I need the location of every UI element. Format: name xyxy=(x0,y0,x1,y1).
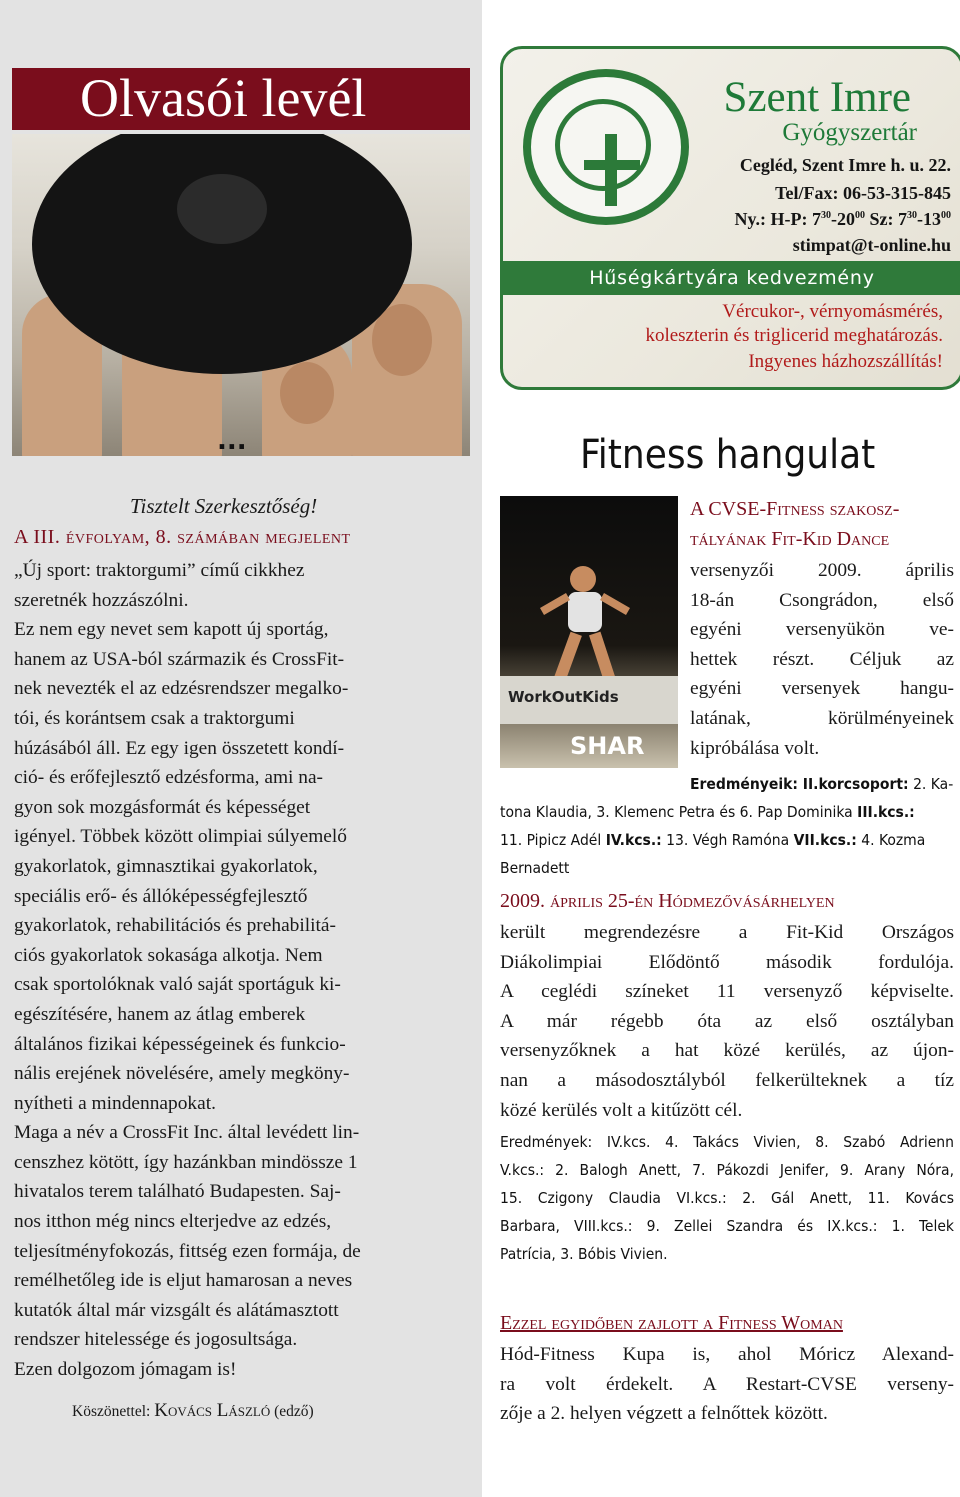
logo-inner-ring xyxy=(555,99,651,191)
letter-line: ciós gyakorlatok sokasága alkotja. Nem xyxy=(14,944,323,966)
service-line: Vércukor-, vérnyomásmérés, xyxy=(722,301,943,322)
service-line: koleszterin és triglicerid meghatározás. xyxy=(645,325,943,346)
letter-line: gyakorlatok, gimnasztikai gyakorlatok, xyxy=(14,855,318,877)
letter-line: húzásából áll. Ez egy igen összetett kondí- xyxy=(14,737,345,759)
sponsor-text: WorkOutKids xyxy=(508,688,619,706)
sponsor-text: SHAR xyxy=(570,732,645,760)
letter-line: csak sportolóknak való saját sportáguk ki- xyxy=(14,974,341,996)
pharmacy-subtitle: Gyógyszertár xyxy=(782,119,917,146)
letter-line: nyítheti a mindennapokat. xyxy=(14,1092,216,1114)
letter-line: rendszer hitelessége és jogosultsága. xyxy=(14,1329,298,1351)
pharmacy-name: Szent Imre xyxy=(723,74,911,121)
letter-line: speciális erő- és állóképességfejlesztő xyxy=(14,885,308,907)
loyalty-text: Hűségkártyára kedvezmény xyxy=(589,267,875,289)
letter-subhead: A III. évfolyam, 8. számában megjelent xyxy=(14,526,351,548)
letter-line: censzhez kötött, így hazánkban mindössze 1 xyxy=(14,1151,358,1173)
logo-cross-bar xyxy=(584,160,640,170)
pharmacy-phone: Tel/Fax: 06-53-315-845 xyxy=(775,183,951,203)
fitkid-heading: A CVSE-Fitness szakosz- xyxy=(690,498,900,520)
hodmezovasarhely-heading: 2009. április 25-én Hódmezővásárhelyen xyxy=(500,890,835,912)
pharmacy-hours: Ny.: H-P: $7^{30}-20^{00}$ Sz: $7^{30}-13^{00}$ xyxy=(734,209,951,229)
letter-line: szeretnék hozzászólni. xyxy=(14,589,189,611)
fitness-woman-heading: Ezzel egyidőben zajlott a Fitness Woman xyxy=(500,1312,843,1334)
hodmezovasarhely-text: került megrendezésre a Fit-Kid Országos Diákolimpiai Elődöntő második fordulója. A ceglédi színeket 11 versenyző képviselte. A már régebb óta az első osztályban versenyzőknek a hat közé kerülés, az újon- nan a másodosztályból felkerülteknek a tíz közé kerülés volt a kitűzött cél. xyxy=(500,922,954,1121)
letter-line: Ezen dolgozom jómagam is! xyxy=(14,1359,237,1381)
results-1: 11. Pipicz Adél IV.kcs.: 13. Végh Ramóna VII.kcs.: 4. Kozma xyxy=(500,831,926,849)
dancer-arm xyxy=(600,593,630,615)
letter-line: nális erejének növelésére, amely megköny- xyxy=(14,1063,350,1085)
closing-prefix: Köszönettel: xyxy=(72,1403,151,1420)
letter-line: nos itthon még nincs elterjedve az edzés, xyxy=(14,1211,332,1233)
letter-line: ció- és erőfejlesztő edzésforma, ami na- xyxy=(14,767,324,789)
letter-closing xyxy=(72,1400,314,1422)
photo-head xyxy=(280,362,334,424)
dancer-head xyxy=(570,566,596,592)
letter-line: remélhetőleg ide is eljut hamarosan a neves xyxy=(14,1270,353,1292)
letter-line: igényel. Többek között olimpiai súlyemelő xyxy=(14,826,347,848)
results-1: tona Klaudia, 3. Klemenc Petra és 6. Pap Dominika III.kcs.: xyxy=(500,803,915,821)
letter-line: nek nevezték el az edzésrendszer megalko- xyxy=(14,678,349,700)
fitkid-heading: tályának Fit-Kid Dance xyxy=(690,528,890,550)
letter-line: „Új sport: traktorgumi” című cikkhez xyxy=(14,560,305,581)
letter-line: kutatók által már vizsgált és alátámasztott xyxy=(14,1299,339,1321)
results-2: Eredmények: IV.kcs. 4. Takács Vivien, 8. Szabó Adrienn V.kcs.: 2. Balogh Anett, 7. Pákozdi Jenifer, 9. Arany Nóra, 15. Czigony Claudia VI.kcs.: 2. Gál Anett, 11. Kovács Barbara, VIII.kcs.: 9. Zellei Szandra és IX.kcs.: 1. Telek Patrícia, 3. Bóbis Vivien. xyxy=(500,1133,954,1263)
dancer-photo xyxy=(500,496,678,768)
letter-line: tói, és korántsem csak a traktorgumi xyxy=(14,707,295,729)
pharmacy-logo-icon xyxy=(523,69,689,225)
author-role: (edző) xyxy=(274,1403,314,1420)
letter-line: gyon sok mozgásformát és képességet xyxy=(14,796,311,818)
results-1: Eredményeik: II.korcsoport: 2. Ka- xyxy=(690,775,954,793)
letter-body xyxy=(14,556,466,1385)
logo-cross xyxy=(605,134,617,206)
page-title: Olvasói levél xyxy=(80,68,367,128)
letter-line: gyakorlatok, rehabilitációs és prehabilitá- xyxy=(14,915,336,937)
letter-line: egészítésére, hanem az átlag emberek xyxy=(14,1003,306,1025)
author-name: Kovács László xyxy=(154,1400,271,1421)
salutation: Tisztelt Szerkesztőség! xyxy=(130,494,318,518)
letter-line: hanem az USA-ból származik és CrossFit- xyxy=(14,648,345,670)
photo-caption: ... xyxy=(217,426,247,456)
results-1: Bernadett xyxy=(500,859,570,877)
letter-line: általános fizikai képességeinek és funkcio- xyxy=(14,1033,346,1055)
pharmacy-address: Cegléd, Szent Imre h. u. 22. xyxy=(739,155,951,175)
dancer-costume xyxy=(568,592,602,632)
fitkid-text: versenyzői 2009. április 18-án Csongrádon, első egyéni versenyükön ve- hettek részt. Céljuk az egyéni versenyek hangu- latának, körülményeinek kipróbálása volt. xyxy=(690,560,954,759)
tire-hub xyxy=(177,174,267,244)
letter-line: Maga a név a CrossFit Inc. által levédett lin- xyxy=(14,1122,360,1144)
tire-lifting-photo xyxy=(12,134,470,456)
fitness-woman-text: Hód-Fitness Kupa is, ahol Móricz Alexand- ra volt érdekelt. A Restart-CVSE verseny- zője a 2. helyen végzett a felnőttek között. xyxy=(500,1344,954,1425)
pharmacy-email[interactable]: stimpat@t-online.hu xyxy=(792,235,951,255)
pharmacy-advertisement xyxy=(500,46,960,390)
letter-line: teljesítményfokozás, fittség ezen formája, de xyxy=(14,1240,361,1262)
dancer-arm xyxy=(540,593,570,615)
letter-line: Ez nem egy nevet sem kapott új sportág, xyxy=(14,619,329,641)
section-title: Fitness hangulat xyxy=(580,432,876,478)
letter-line: hivatalos terem található Budapesten. Saj- xyxy=(14,1181,341,1203)
service-line: Ingyenes házhozszállítás! xyxy=(748,351,943,372)
